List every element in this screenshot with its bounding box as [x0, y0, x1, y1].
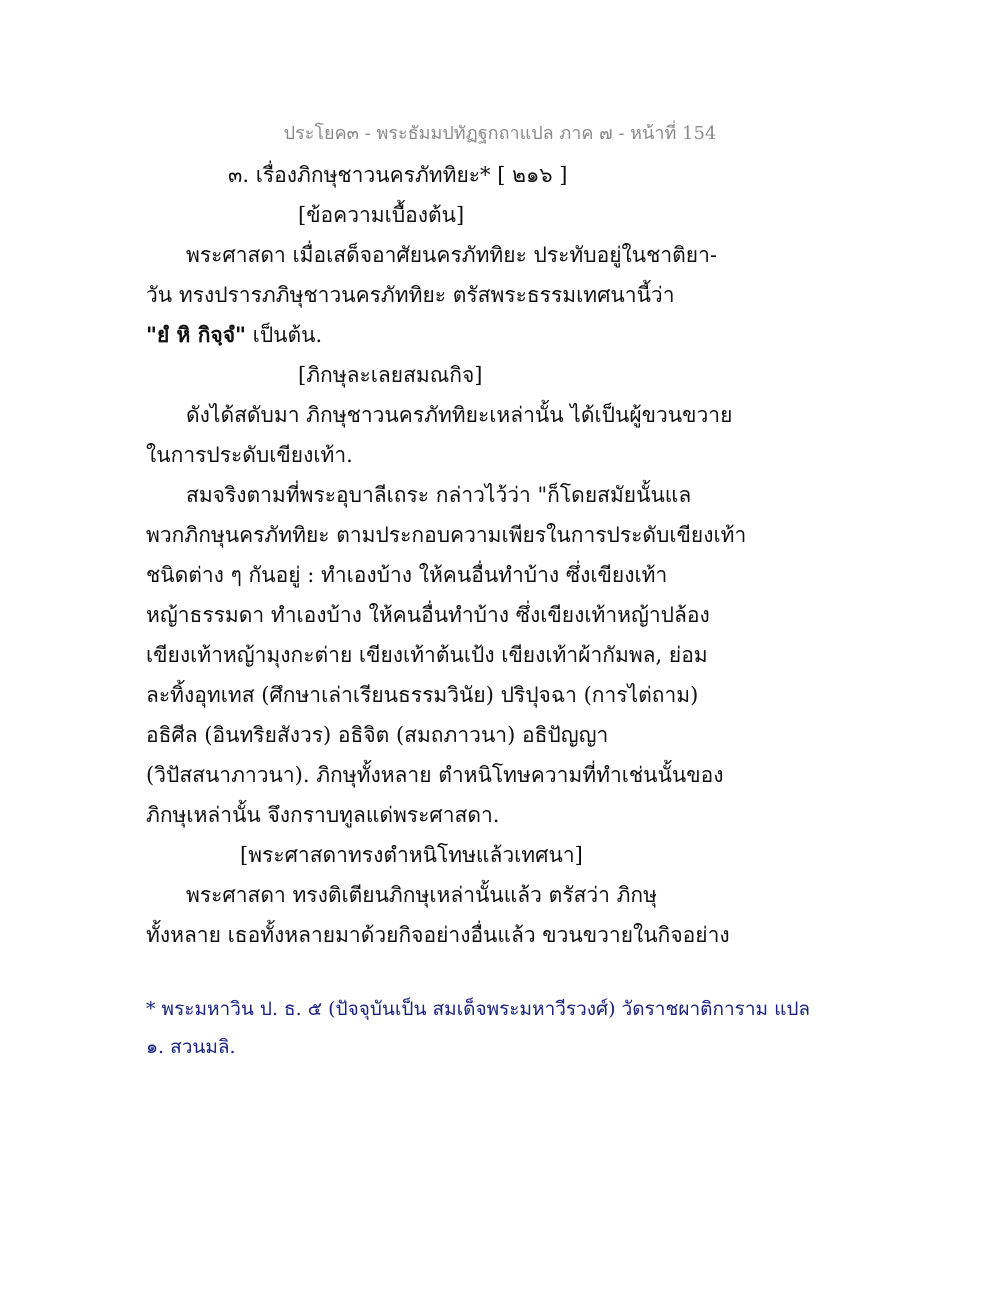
paragraph-line: (วิปัสสนาภาวนา). ภิกษุทั้งหลาย ตำหนิโทษความที่ทำเช่นนั้นของ [146, 763, 724, 787]
pali-quote-line [146, 322, 322, 348]
section-heading-negligence: [ภิกษุละเลยสมณกิจ] [298, 363, 483, 387]
paragraph-line: ละทิ้งอุทเทส (ศึกษาเล่าเรียนธรรมวินัย) ปริปุจฉา (การไต่ถาม) [146, 683, 699, 707]
paragraph-line: อธิศีล (อินทริยสังวร) อธิจิต (สมถภาวนา) อธิปัญญา [146, 723, 609, 747]
paragraph-line: ทั้งหลาย เธอทั้งหลายมาด้วยกิจอย่างอื่นแล้ว ขวนขวายในกิจอย่าง [146, 923, 730, 947]
story-title: ๓. เรื่องภิกษุชาวนครภัททิยะ* [ ๒๑๖ ] [228, 163, 568, 187]
quote-continuation: เป็นต้น. [245, 323, 323, 347]
paragraph-line: วัน ทรงปรารภภิษุชาวนครภัททิยะ ตรัสพระธรรมเทศนานี้ว่า [146, 283, 675, 307]
paragraph-line: พระศาสดา ทรงติเตียนภิกษุเหล่านั้นแล้ว ตรัสว่า ภิกษุ [186, 883, 657, 907]
paragraph-line: ดังได้สดับมา ภิกษุชาวนครภัททิยะเหล่านั้น ได้เป็นผู้ขวนขวาย [186, 403, 733, 427]
running-head: ประโยค๓ - พระธัมมปทัฏฐกถาแปล ภาค ๗ - หน้าที่ 154 [283, 123, 717, 144]
footnote-translator: * พระมหาวิน ป. ธ. ๕ (ปัจจุบันเป็น สมเด็จพระมหาวีรวงศ์) วัดราชผาติการาม แปล [146, 998, 811, 1020]
paragraph-line: สมจริงตามที่พระอุบาลีเถระ กล่าวไว้ว่า "ก็โดยสมัยนั้นแล [186, 483, 692, 507]
pali-quote: "ยํ หิ กิจฺจํ" [146, 322, 246, 347]
paragraph-line: พระศาสดา เมื่อเสด็จอาศัยนครภัททิยะ ประทับอยู่ในชาติยา- [186, 243, 717, 267]
paragraph-line: พวกภิกษุนครภัททิยะ ตามประกอบความเพียรในการประดับเขียงเท้า [146, 523, 747, 547]
paragraph-line: หญ้าธรรมดา ทำเองบ้าง ให้คนอื่นทำบ้าง ซึ่งเขียงเท้าหญ้าปล้อง [146, 603, 710, 627]
section-heading-intro: [ข้อความเบื้องต้น] [298, 203, 465, 227]
paragraph-line: เขียงเท้าหญ้ามุงกะต่าย เขียงเท้าต้นเป้ง เขียงเท้าผ้ากัมพล, ย่อม [146, 643, 708, 667]
section-heading-rebuke: [พระศาสดาทรงตำหนิโทษแล้วเทศนา] [240, 843, 583, 867]
footnote-reference: ๑. สวนมลิ. [146, 1036, 236, 1058]
paragraph-line: ในการประดับเขียงเท้า. [146, 443, 353, 467]
paragraph-line: ชนิดต่าง ๆ กันอยู่ : ทำเองบ้าง ให้คนอื่นทำบ้าง ซึ่งเขียงเท้า [146, 563, 668, 587]
paragraph-line: ภิกษุเหล่านั้น จึงกราบทูลแด่พระศาสดา. [146, 803, 500, 827]
